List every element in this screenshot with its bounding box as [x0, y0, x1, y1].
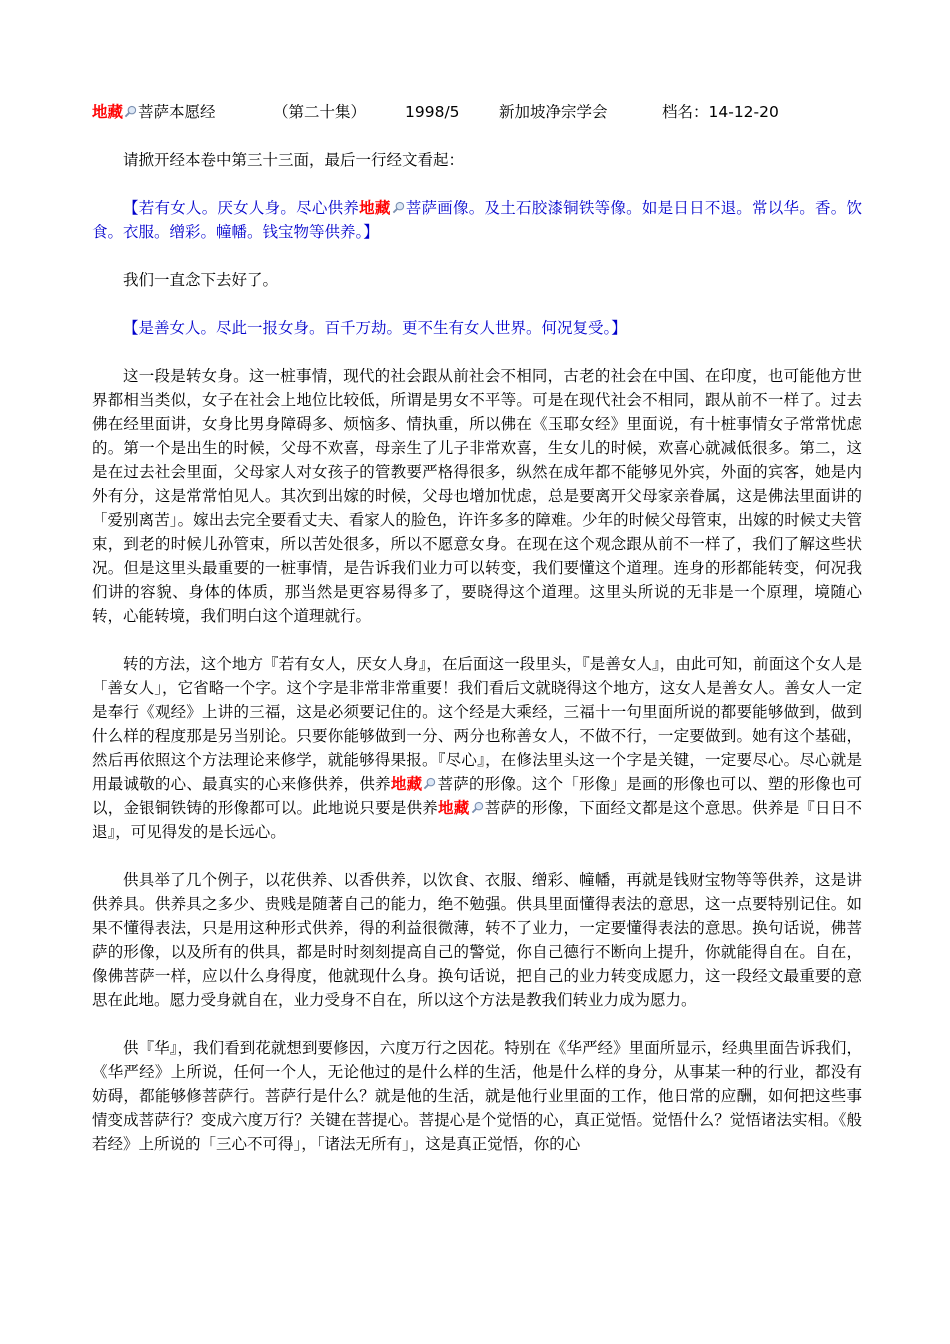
paragraph-commentary-2: 转的方法，这个地方『若有女人，厌女人身』，在后面这一段里头，『是善女人』，由此可知，前面这个女人是「善女人」，它省略一个字。这个字是非常非常重要！我们看后文就晓得这个地方，这女人是善女人。善女人一定是奉行《观经》上讲的三福，这是必须要记住的。这个经是大乘经，三福十一句里面所说的都要能够做到，做到什么样的程度那是另当别论。只要你能够做到一分、两分也称善女人，不做不行，一定要做到。她有这个基础，然后再依照这个方法理论来修学，就能够得果报。『尽心』，在修法里头这一个字是关键，一定要尽心。尽心就是用最诚敬的心、最真实的心来修供养，供养地藏 菩萨的形像。这个「形像」是画的形像也可以、塑的形像也可以，金银铜铁铸的形像都可以。此地说只要是供养地藏 菩萨的形像，下面经文都是这个意思。供养是『日日不退』，可见得发的是长远心。 [92, 655, 862, 841]
paragraph-commentary-4: 供『华』，我们看到花就想到要修因，六度万行之因花。特别在《华严经》里面所显示，经典里面告诉我们，《华严经》上所说，任何一个人，无论他过的是什么样的生活，他是什么样的身分，从事某一种的行业，都没有妨碍，都能够修菩萨行。菩萨行是什么？就是他的生活，就是他行业里面的工作，他日常的应酬，如何把这些事情变成菩萨行？变成六度万行？关键在菩提心。菩提心是个觉悟的心，真正觉悟。觉悟什么？觉悟诸法实相。《般若经》上所说的「三心不可得」，「诸法无所有」，这是真正觉悟，你的心 [92, 1039, 862, 1153]
episode-label: （第二十集） [273, 103, 367, 121]
title-rest: 菩萨本愿经 [138, 103, 216, 121]
highlight-term[interactable]: 地藏 [359, 199, 391, 217]
paragraph-intro: 请掀开经本卷中第三十三面，最后一行经文看起： [123, 151, 465, 169]
paragraph-continue: 我们一直念下去好了。 [123, 271, 279, 289]
highlight-term[interactable]: 地藏 [390, 775, 423, 793]
sutra-quote-1: 【若有女人。厌女人身。尽心供养地藏 菩萨画像。及土石胶漆铜铁等像。如是日日不退。常以华。香。饮食。衣服。缯彩。幢幡。钱宝物等供养。】 [92, 199, 862, 241]
date-label: 1998/5 [405, 103, 460, 121]
paragraph-commentary-1: 这一段是转女身。这一桩事情，现代的社会跟从前社会不相同，古老的社会在中国、在印度，也可能他方世界都相当类似，女子在社会上地位比较低，所谓是男女不平等。可是在现代社会不相同，跟从前不一样了。过去佛在经里面讲，女身比男身障碍多、烦恼多、情执重，所以佛在《玉耶女经》里面说，有十桩事情女子常常忧虑的。第一个是出生的时候，父母不欢喜，母亲生了儿子非常欢喜，生女儿的时候，欢喜心就减低很多。第二，这是在过去社会里面，父母家人对女孩子的管教要严格得很多，纵然在成年都不能够见外宾，外面的宾客，她是内外有分，这是常常怕见人。其次到出嫁的时候，父母也增加忧虑，总是要离开父母家亲眷属，这是佛法里面讲的「爱别离苦」。嫁出去完全要看丈夫、看家人的脸色，许许多多的障难。少年的时候父母管束，出嫁的时候丈夫管束，到老的时候儿孙管束，所以苦处很多，所以不愿意女身。在现在这个观念跟从前不一样了，我们了解这些状况。但是这里头最重要的一桩事情，是告诉我们业力可以转变，我们要懂这个道理。连身的形都能转变，何况我们讲的容貌、身体的体质，那当然是更容易得多了，要晓得这个道理。这里头所说的无非是一个原理，境随心转，心能转境，我们明白这个道理就行。 [92, 367, 862, 625]
file-number-label: 档名：14-12-20 [662, 103, 779, 121]
document-header [92, 100, 862, 124]
magnifier-icon[interactable] [392, 201, 405, 214]
highlight-term[interactable]: 地藏 [438, 799, 470, 817]
paragraph-commentary-3: 供具举了几个例子，以花供养、以香供养，以饮食、衣服、缯彩、幢幡，再就是钱财宝物等等供养，这是讲供养具。供养具之多少、贵贱是随著自己的能力，绝不勉强。供具里面懂得表法的意思，这一点要特别记住。如果不懂得表法，只是用这种形式供养，得的利益很微薄，转不了业力，一定要懂得表法的意思。换句话说，佛菩萨的形像，以及所有的供具，都是时时刻刻提高自己的警觉，你自己德行不断向上提升，你就能得自在。自在，像佛菩萨一样，应以什么身得度，他就现什么身。换句话说，把自己的业力转变成愿力，这一段经文最重要的意思在此地。愿力受身就自在，业力受身不自在，所以这个方法是教我们转业力成为愿力。 [92, 871, 862, 1009]
magnifier-icon[interactable] [471, 801, 484, 814]
sutra-quote-2: 【是善女人。尽此一报女身。百千万劫。更不生有女人世界。何况复受。】 [123, 319, 627, 337]
magnifier-icon[interactable] [423, 777, 436, 790]
document-page [92, 100, 862, 1156]
magnifier-icon[interactable] [124, 105, 137, 118]
sutra-title [92, 100, 273, 124]
organization-label: 新加坡净宗学会 [499, 103, 608, 121]
highlight-term[interactable]: 地藏 [92, 103, 124, 121]
